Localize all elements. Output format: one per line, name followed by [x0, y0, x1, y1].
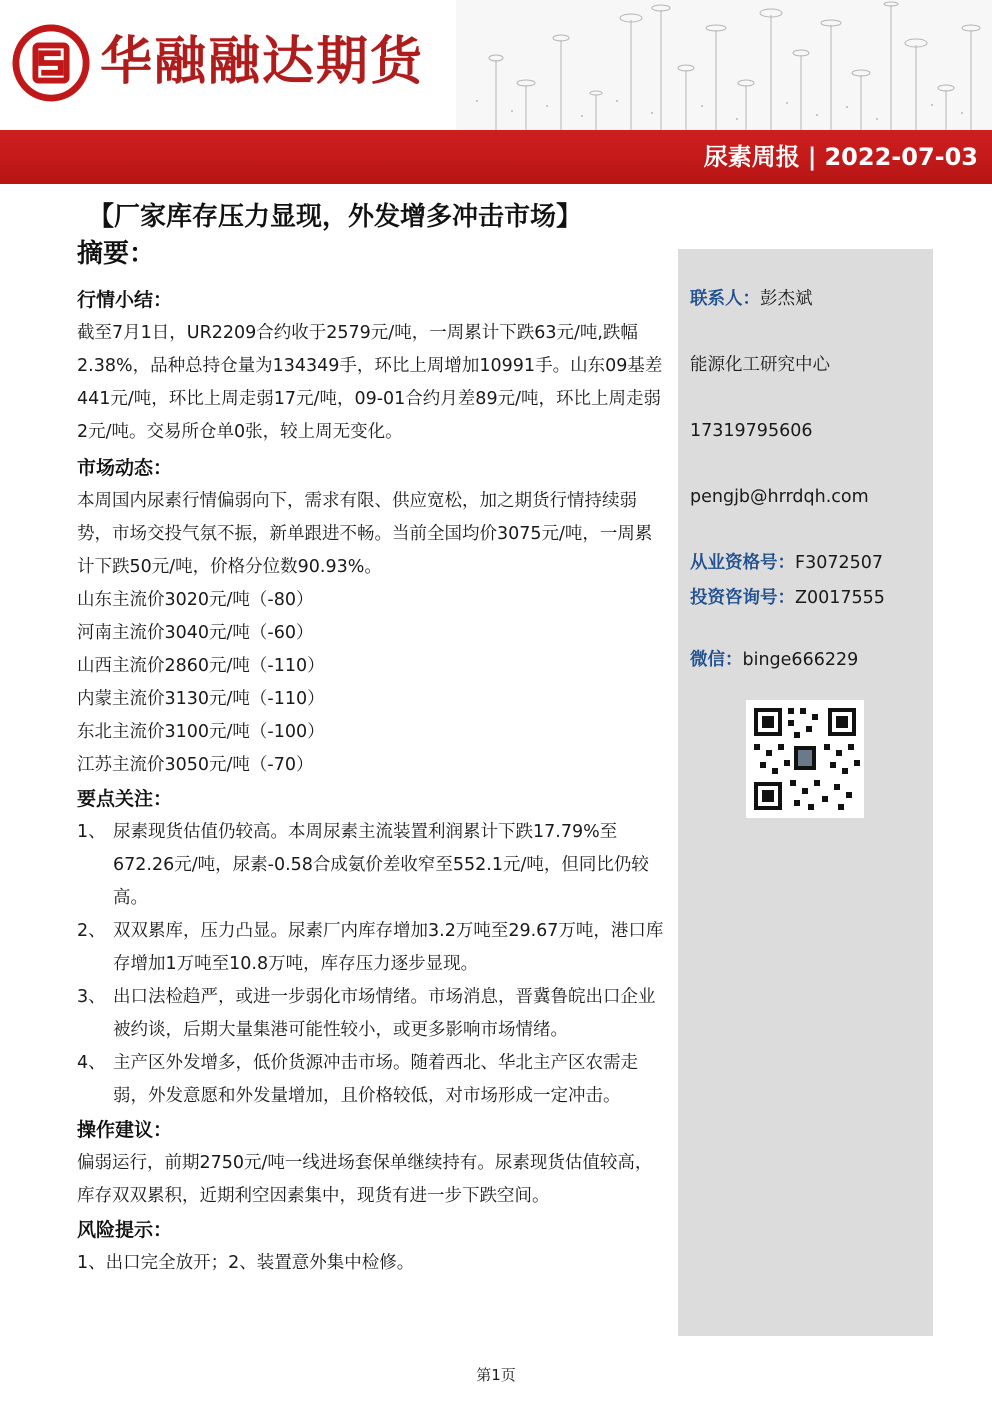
department: 能源化工研究中心	[690, 355, 830, 375]
qualification-label: 从业资格号：	[690, 553, 795, 573]
qualification-value: F3072507	[795, 553, 884, 573]
headline: 【厂家库存压力显现，外发增多冲击市场】	[88, 202, 583, 232]
price-item-neimeng: 内蒙主流价3130元/吨（-110）	[77, 689, 325, 709]
price-item-shanxi: 山西主流价2860元/吨（-110）	[77, 656, 325, 676]
market-title: 市场动态：	[77, 457, 173, 479]
focus-title: 要点关注：	[77, 788, 173, 810]
focus-item-text: 双双累库，压力凸显。尿素厂内库存增加3.2万吨至29.67万吨，港口库存增加1万吨至10.8万吨，库存压力逐步显现。	[113, 921, 664, 974]
market-text: 本周国内尿素行情偏弱向下，需求有限、供应宽松，加之期货行情持续弱势，市场交投气氛不振，新单跟进不畅。当前全国均价3075元/吨，一周累计下跌50元/吨，价格分位数90.93%。	[77, 491, 653, 577]
contact-label: 联系人：	[690, 289, 760, 309]
price-item-shandong: 山东主流价3020元/吨（-80）	[77, 590, 314, 610]
company-logo-icon	[12, 24, 90, 102]
report-title	[704, 140, 978, 174]
focus-item-number: 1、	[77, 822, 106, 842]
header-decoration-graphic	[456, 0, 992, 130]
contact-name: 彭杰斌	[760, 289, 813, 309]
wechat	[690, 647, 858, 673]
price-item-henan: 河南主流价3040元/吨（-60）	[77, 623, 314, 643]
company-name: 华融融达期货	[100, 32, 425, 92]
qualification-number	[690, 550, 883, 576]
focus-item-number: 4、	[77, 1053, 106, 1073]
price-item-jiangsu: 江苏主流价3050元/吨（-70）	[77, 755, 314, 775]
summary-title: 行情小结：	[77, 289, 173, 311]
focus-item-number: 3、	[77, 987, 106, 1007]
title-separator: |	[807, 143, 817, 171]
page-number: 第1页	[476, 1366, 516, 1384]
report-name: 尿素周报	[703, 143, 800, 171]
focus-item	[77, 915, 669, 981]
consult-value: Z0017555	[795, 588, 885, 608]
main-content	[77, 283, 669, 1280]
contact-person	[690, 286, 813, 312]
advice-text: 偏弱运行，前期2750元/吨一线进场套保单继续持有。尿素现货估值较高，库存双双累积，近期利空因素集中，现货有进一步下跌空间。	[77, 1153, 653, 1206]
abstract-title: 摘要：	[77, 239, 156, 269]
price-item-dongbei: 东北主流价3100元/吨（-100）	[77, 722, 325, 742]
email-link[interactable]: pengjb@hrrdqh.com	[690, 487, 869, 507]
focus-item-text: 出口法检趋严，或进一步弱化市场情绪。市场消息，晋冀鲁皖出口企业被约谈，后期大量集港可能性较小，或更多影响市场情绪。	[113, 987, 656, 1040]
consult-label: 投资咨询号：	[690, 588, 795, 608]
advice-title: 操作建议：	[77, 1119, 173, 1141]
consult-number	[690, 585, 885, 611]
risk-title: 风险提示：	[77, 1219, 173, 1241]
focus-item-number: 2、	[77, 921, 106, 941]
report-header	[0, 0, 992, 130]
risk-text: 1、出口完全放开；2、装置意外集中检修。	[77, 1253, 415, 1273]
wechat-qr-code-icon	[746, 700, 864, 818]
wechat-label: 微信：	[690, 650, 743, 670]
focus-item	[77, 981, 669, 1047]
report-date: 2022-07-03	[824, 143, 978, 171]
summary-text: 截至7月1日，UR2209合约收于2579元/吨，一周累计下跌63元/吨,跌幅2.38%，品种总持仓量为134349手，环比上周增加10991手。山东09基差441元/吨，环比上周走弱17元/吨，09-01合约月差89元/吨，环比上周走弱2元/吨。交易所仓单0张，较上周无变化。	[77, 323, 663, 442]
phone-number: 17319795606	[690, 421, 813, 441]
focus-item	[77, 816, 669, 915]
focus-item-text: 主产区外发增多，低价货源冲击市场。随着西北、华北主产区农需走弱，外发意愿和外发量增加，且价格较低，对市场形成一定冲击。	[113, 1053, 638, 1106]
wechat-id: binge666229	[742, 650, 859, 670]
focus-item-text: 尿素现货估值仍较高。本周尿素主流装置利润累计下跌17.79%至672.26元/吨，尿素-0.58合成氨价差收窄至552.1元/吨，但同比仍较高。	[113, 822, 649, 908]
focus-item	[77, 1047, 669, 1113]
